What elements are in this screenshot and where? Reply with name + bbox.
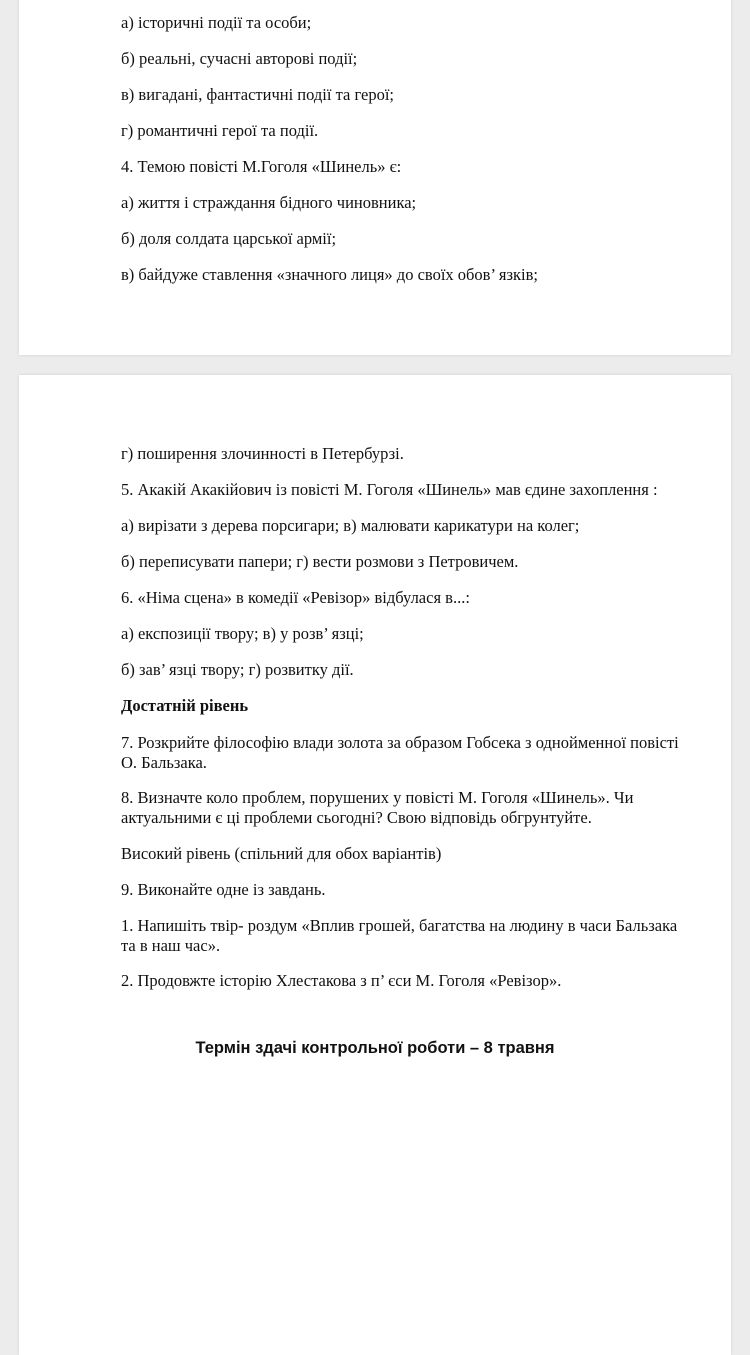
question-8: 8. Визначте коло проблем, порушених у повісті М. Гоголя «Шинель». Чи актуальними є ці проблеми сьогодні? Свою відповідь обгрунтуйте. <box>121 788 634 827</box>
deadline-notice: Термін здачі контрольної роботи – 8 травня <box>195 1039 555 1057</box>
question-5: 5. Акакій Акакійович із повісті М. Гоголя «Шинель» мав єдине захоплення : <box>121 480 658 499</box>
document-page-1 <box>19 0 731 355</box>
question-6: 6. «Німа сцена» в комедії «Ревізор» відбулася в...: <box>121 588 470 607</box>
section-heading-high-level: Високий рівень (спільний для обох варіантів) <box>121 844 442 863</box>
answer-option: б) переписувати папери; г) вести розмови з Петровичем. <box>121 552 519 571</box>
answer-option: а) вирізати з дерева порсигари; в) малювати карикатури на колег; <box>121 516 580 535</box>
question-4: 4. Темою повісті М.Гоголя «Шинель» є: <box>121 157 402 176</box>
answer-option: в) вигадані, фантастичні події та герої; <box>121 85 394 104</box>
answer-option: б) доля солдата царської армії; <box>121 229 337 248</box>
section-heading-sufficient-level: Достатній рівень <box>121 696 249 715</box>
answer-option: а) життя і страждання бідного чиновника; <box>121 193 417 212</box>
answer-option: б) реальні, сучасні авторові події; <box>121 49 358 68</box>
question-7: 7. Розкрийте філософію влади золота за образом Гобсека з однойменної повісті О. Бальзака. <box>121 733 679 772</box>
answer-option: а) історичні події та особи; <box>121 13 312 32</box>
document-page-2 <box>19 375 731 1355</box>
question-9: 9. Виконайте одне із завдань. <box>121 880 326 899</box>
answer-option: г) поширення злочинності в Петербурзі. <box>121 444 404 463</box>
answer-option: б) зав’ язці твору; г) розвитку дії. <box>121 660 354 679</box>
task-option-1: 1. Напишіть твір- роздум «Вплив грошей, багатства на людину в часи Бальзака та в наш час». <box>121 916 678 955</box>
task-option-2: 2. Продовжте історію Хлестакова з п’ єси М. Гоголя «Ревізор». <box>121 971 562 990</box>
answer-option: г) романтичні герої та події. <box>121 121 319 140</box>
answer-option: в) байдуже ставлення «значного лиця» до своїх обов’ язків; <box>121 265 538 284</box>
answer-option: а) експозиції твору; в) у розв’ язці; <box>121 624 364 643</box>
